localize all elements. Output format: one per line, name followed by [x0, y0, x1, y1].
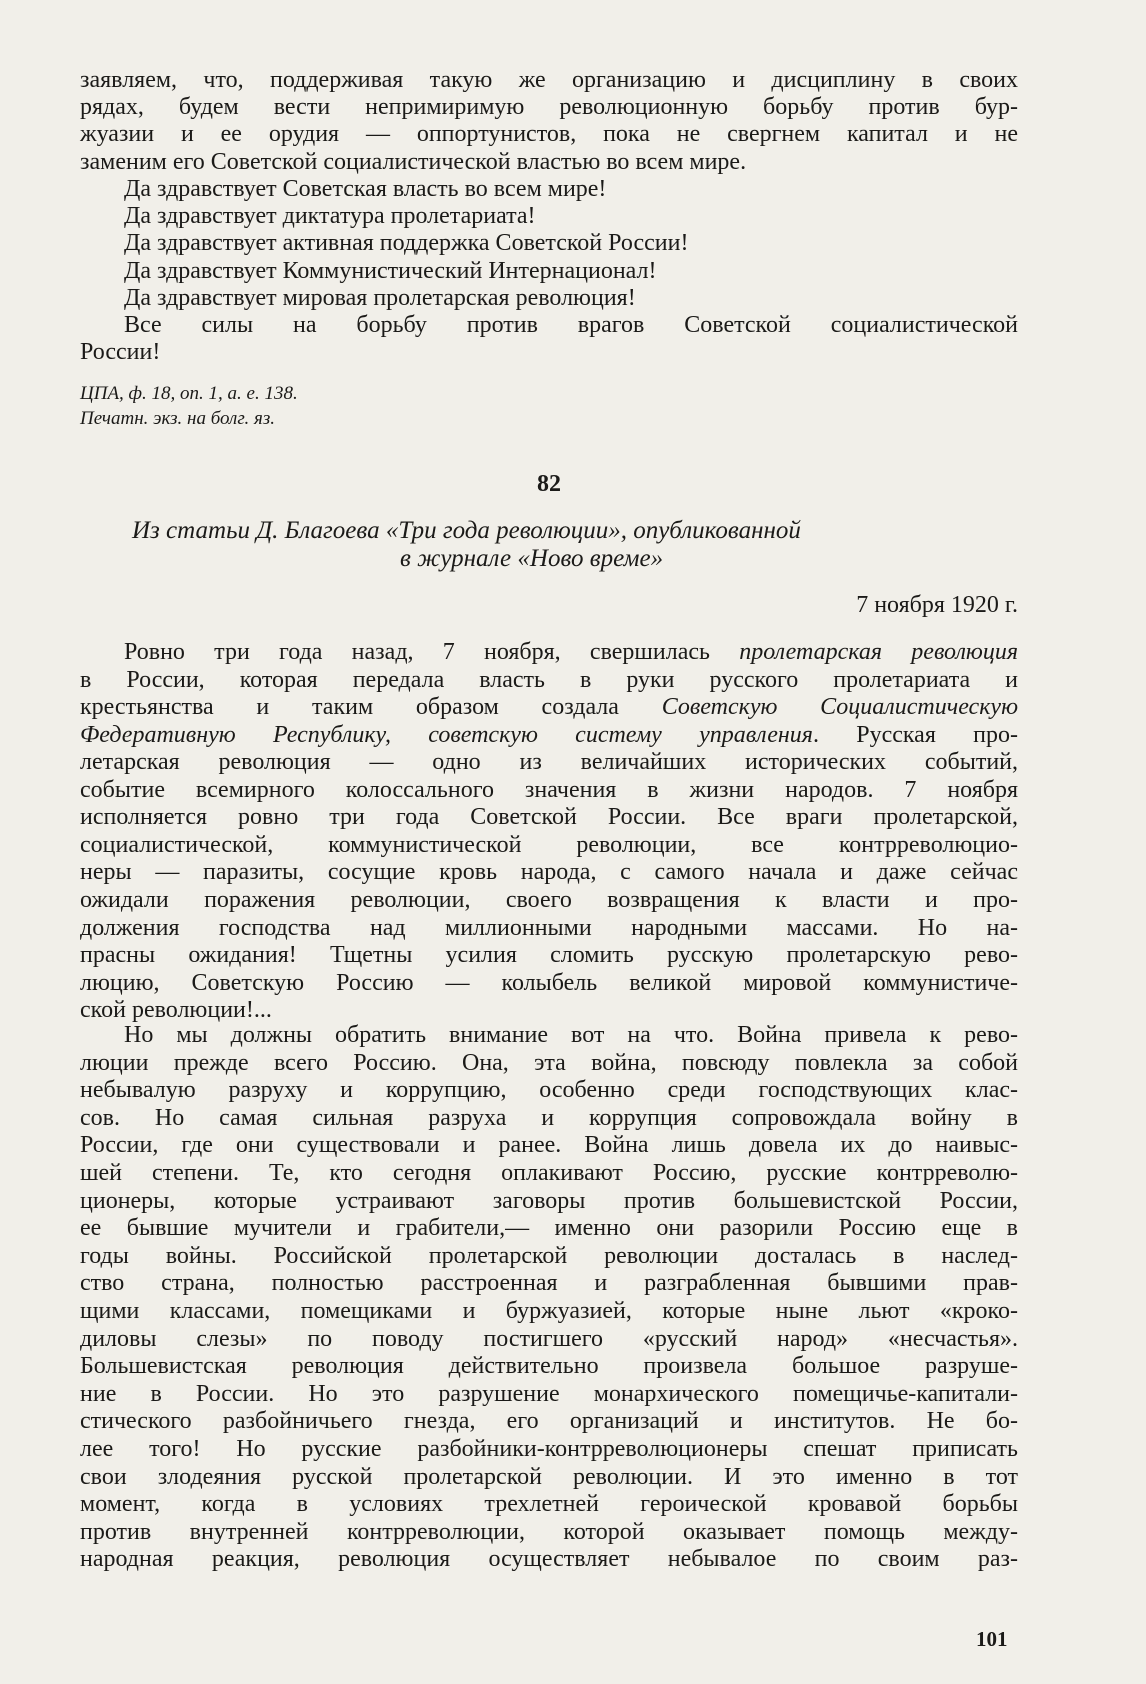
appeal-line: жуазии и ее орудия — оппортунистов, пока не свергнем капитал и не	[80, 121, 1018, 148]
text-run: люцию, Советскую Россию — колыбель великой мировой коммунистиче-	[80, 969, 1018, 996]
body-line	[80, 666, 1018, 694]
text-run: неры — паразиты, сосущие кровь народа, с самого начала и даже сейчас	[80, 859, 1018, 886]
body-line: диловы слезы» по поводу постигшего «русский народ» «несчастья».	[80, 1325, 1018, 1352]
appeal-closing-line: России!	[80, 339, 161, 366]
body-line: Но мы должны обратить внимание вот на что. Война привела к рево-	[124, 1022, 1018, 1048]
body-line: народная реакция, революция осуществляет небывалое по своим раз-	[80, 1546, 1018, 1573]
text-run: в России, которая передала власть в руки русского пролетариата и	[80, 666, 1018, 693]
text-run: летарская революция — одно из величайших исторических событий,	[80, 749, 1018, 776]
body-line	[80, 803, 1018, 831]
text-run: Ровно три года назад, 7 ноября, свершилась	[124, 639, 740, 665]
text-run: крестьянства и таким образом создала	[80, 694, 662, 721]
body-line: небывалую разруху и коррупцию, особенно среди господствующих клас-	[80, 1077, 1018, 1104]
document-number: 82	[537, 471, 561, 497]
body-line: Большевистская революция действительно произвела большое разруше-	[80, 1353, 1018, 1380]
appeal-closing-line: Все силы на борьбу против врагов Советской социалистической	[124, 312, 1018, 338]
body-line: щими классами, помещиками и буржуазией, которые ныне льют «кроко-	[80, 1298, 1018, 1324]
slogan-line: Да здравствует Коммунистический Интернационал!	[124, 257, 657, 284]
text-run: должения господства над миллионными народными массами. Но на-	[80, 914, 1018, 941]
body-line	[80, 914, 1018, 942]
body-line	[80, 721, 1018, 749]
italic-phrase: Федеративную Республику, советскую систему управления	[80, 721, 813, 748]
body-line	[80, 969, 1018, 997]
body-line	[80, 693, 1018, 721]
text-run: . Русская про-	[812, 721, 1018, 748]
appeal-line: заявляем, что, поддерживая такую же организацию и дисциплину в своих	[80, 67, 1018, 93]
slogan-line: Да здравствует Советская власть во всем мире!	[124, 176, 607, 202]
body-line: свои злодеяния русской пролетарской революции. И это именно в тот	[80, 1463, 1018, 1490]
body-line: ство страна, полностью расстроенная и разграбленная бывшими прав-	[80, 1270, 1018, 1297]
body-line	[80, 858, 1018, 886]
body-line: момент, когда в условиях трехлетней героической кровавой борьбы	[80, 1491, 1018, 1518]
body-line	[80, 776, 1018, 804]
body-line: годы войны. Российской пролетарской революции досталась в наслед-	[80, 1242, 1018, 1269]
archive-citation: ЦПА, ф. 18, оп. 1, а. е. 138.	[80, 383, 298, 404]
archive-citation: Печатн. экз. на болг. яз.	[80, 408, 275, 429]
body-line	[80, 638, 1018, 666]
page-number: 101	[976, 1627, 1008, 1651]
slogan-line: Да здравствует мировая пролетарская революция!	[124, 284, 636, 311]
body-line	[80, 941, 1018, 969]
body-line	[80, 748, 1018, 776]
body-line: шей степени. Те, кто сегодня оплакивают Россию, русские контрреволю-	[80, 1160, 1018, 1186]
body-line	[80, 996, 1018, 1024]
body-line	[80, 831, 1018, 859]
document-heading: Из статьи Д. Благоева «Три года революции», опубликованной	[132, 517, 801, 544]
text-run: социалистической, коммунистической революции, все контрреволюцио-	[80, 831, 1018, 858]
slogan-line: Да здравствует диктатура пролетариата!	[124, 203, 536, 230]
text-run: событие всемирного колоссального значения в жизни народов. 7 ноября	[80, 776, 1018, 803]
document-date: 7 ноября 1920 г.	[856, 592, 1018, 618]
document-heading: в журнале «Ново време»	[400, 545, 664, 572]
appeal-line: рядах, будем вести непримиримую революционную борьбу против бур-	[80, 94, 1018, 121]
body-line: лее того! Но русские разбойники-контрреволюционеры спешат приписать	[80, 1436, 1018, 1462]
italic-phrase: пролетарская революция	[739, 639, 1019, 665]
body-line: стического разбойничьего гнезда, его организаций и институтов. Не бо-	[80, 1408, 1018, 1435]
body-line: ционеры, которые устраивают заговоры против большевистской России,	[80, 1187, 1018, 1214]
body-line: против внутренней контрреволюции, которой оказывает помощь между-	[80, 1518, 1018, 1545]
appeal-line: заменим его Советской социалистической властью во всем мире.	[80, 148, 747, 175]
italic-phrase: Советскую Социалистическую	[661, 694, 1018, 721]
text-run: прасны ожидания! Тщетны усилия сломить русскую пролетарскую рево-	[80, 942, 1018, 969]
body-line: сов. Но самая сильная разруха и коррупция сопровождала войну в	[80, 1104, 1018, 1131]
text-run: ской революции!...	[80, 997, 272, 1024]
slogan-line: Да здравствует активная поддержка Советской России!	[124, 230, 689, 257]
body-line	[80, 886, 1018, 914]
text-run: ожидали поражения революции, своего возвращения к власти и про-	[80, 886, 1018, 913]
body-line: ние в России. Но это разрушение монархического помещичье-капитали-	[80, 1380, 1018, 1407]
body-line: России, где они существовали и ранее. Война лишь довела их до наивыс-	[80, 1132, 1018, 1159]
body-line: ее бывшие мучители и грабители,— именно они разорили Россию еще в	[80, 1215, 1018, 1242]
body-line: люции прежде всего Россию. Она, эта война, повсюду повлекла за собой	[80, 1049, 1018, 1076]
text-run: исполняется ровно три года Советской России. Все враги пролетарской,	[80, 804, 1018, 831]
